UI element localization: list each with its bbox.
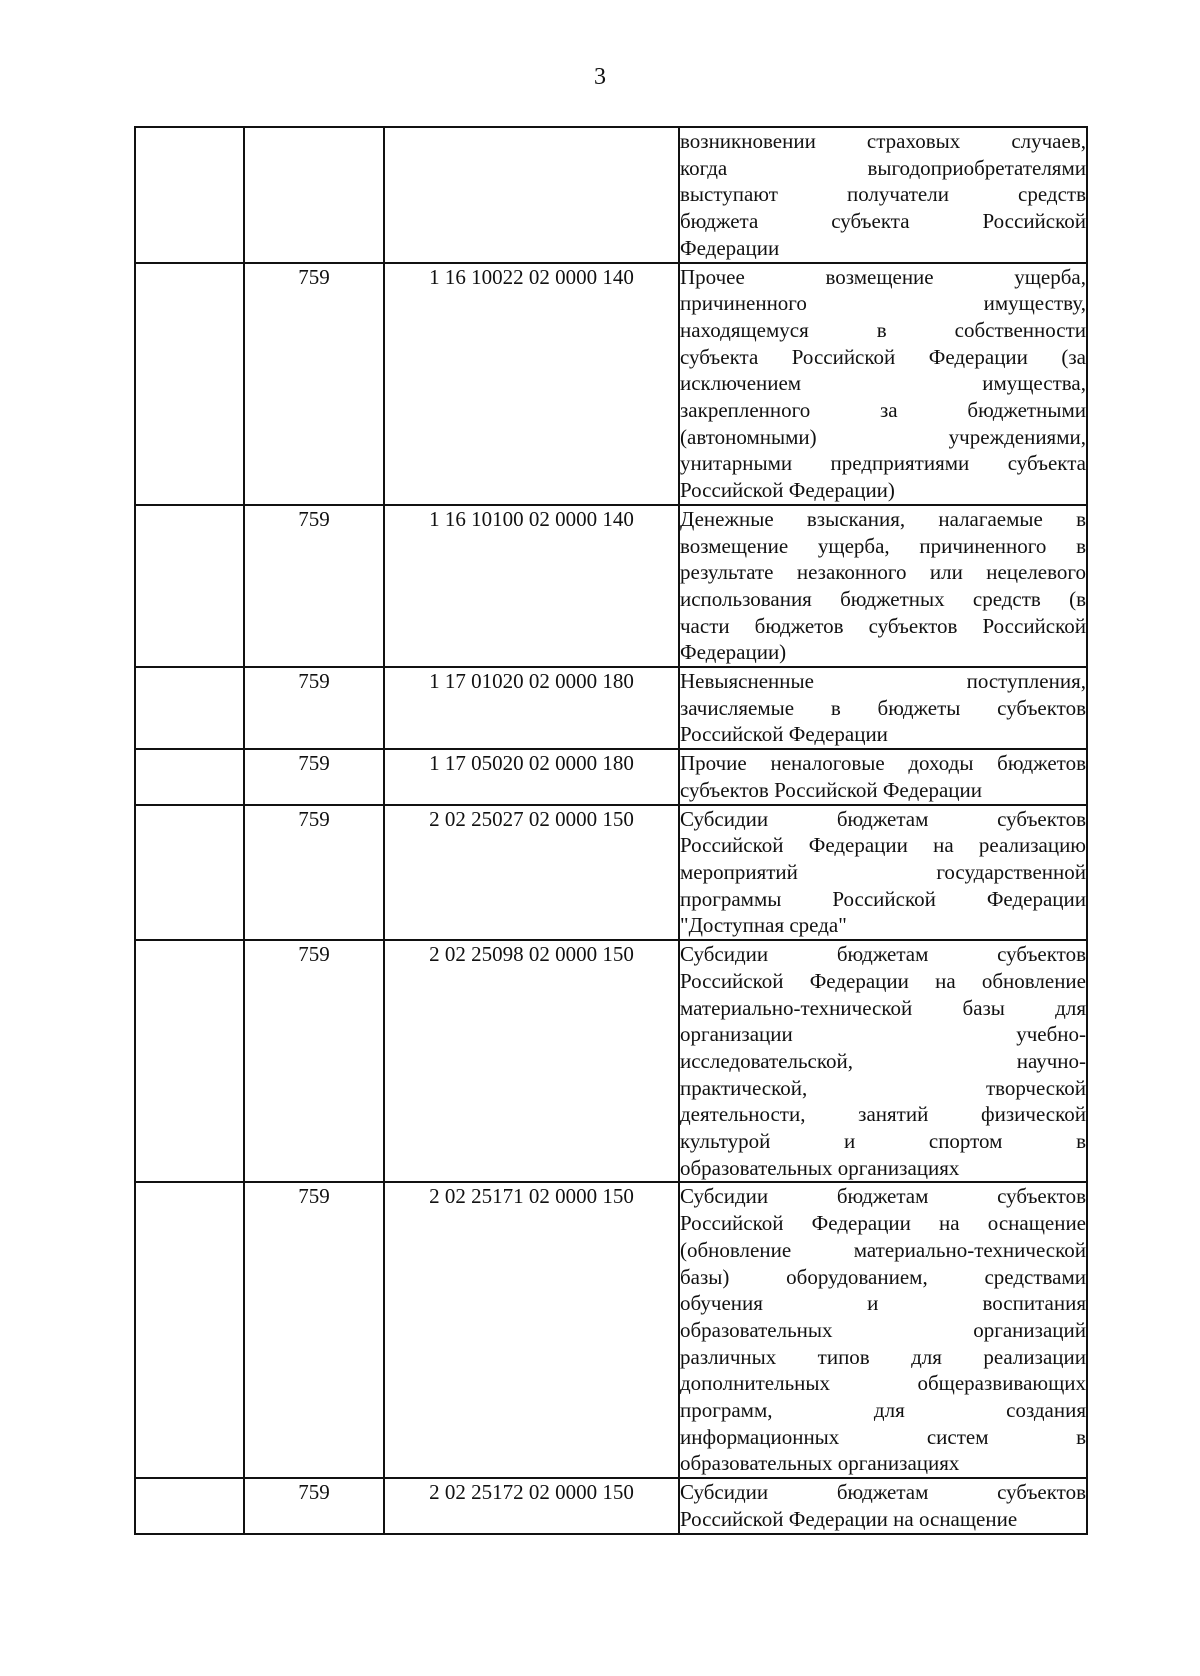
administrator-code-cell: 759: [244, 749, 384, 804]
revenue-name-line: Российской Федерации на оснащение: [680, 1506, 1018, 1531]
table-row: [135, 263, 1087, 505]
revenue-name-line: Российской Федерации на оснащение: [680, 1211, 1086, 1236]
revenue-name-line: Российской Федерации на обновление: [680, 968, 1086, 993]
revenue-name-line: (обновление материально-технической: [680, 1237, 1086, 1262]
revenue-name-line: мероприятий государственной: [680, 859, 1086, 884]
revenue-name-line: выступают получатели средств: [680, 182, 1086, 207]
revenue-name-line: деятельности, занятий физической: [680, 1102, 1086, 1127]
revenue-name-line: бюджета субъекта Российской: [680, 209, 1086, 234]
revenue-name-cell: [679, 749, 1087, 804]
revenue-name-cell: [679, 505, 1087, 667]
revenue-name-line: результате незаконного или нецелевого: [680, 560, 1086, 585]
administrator-code-cell: 759: [244, 940, 384, 1182]
administrator-code-cell: 759: [244, 263, 384, 505]
empty-cell: [135, 805, 244, 941]
administrator-code-cell: 759: [244, 505, 384, 667]
revenue-name-line: использования бюджетных средств (в: [680, 586, 1086, 611]
table-body: [135, 127, 1087, 1534]
empty-cell: [135, 263, 244, 505]
empty-cell: [135, 1478, 244, 1533]
revenue-name-line: Субсидии бюджетам субъектов: [680, 1480, 1086, 1505]
revenue-name-line: Российской Федерации на реализацию: [680, 833, 1086, 858]
table-row: [135, 1478, 1087, 1533]
revenue-name-line: когда выгодоприобретателями: [680, 155, 1086, 180]
administrator-code-cell: [244, 127, 384, 263]
revenue-name-line: части бюджетов субъектов Российской: [680, 613, 1086, 638]
revenue-name-line: Федерации): [680, 640, 787, 665]
revenue-name-line: Денежные взыскания, налагаемые в: [680, 506, 1086, 531]
revenue-name-line: материально-технической базы для: [680, 995, 1086, 1020]
table-row: [135, 1182, 1087, 1478]
classification-code-cell: 2 02 25172 02 0000 150: [384, 1478, 679, 1533]
administrator-code-cell: 759: [244, 1182, 384, 1478]
revenue-name-line: Субсидии бюджетам субъектов: [680, 1184, 1086, 1209]
revenue-name-cell: [679, 263, 1087, 505]
revenue-name-cell: [679, 127, 1087, 263]
revenue-name-line: обучения и воспитания: [680, 1291, 1086, 1316]
revenue-name-line: базы) оборудованием, средствами: [680, 1264, 1086, 1289]
classification-code-cell: 1 17 01020 02 0000 180: [384, 667, 679, 749]
revenue-name-line: Субсидии бюджетам субъектов: [680, 806, 1086, 831]
revenue-name-line: (автономными) учреждениями,: [680, 424, 1086, 449]
revenue-name-line: дополнительных общеразвивающих: [680, 1371, 1086, 1396]
empty-cell: [135, 1182, 244, 1478]
revenue-name-line: культурой и спортом в: [680, 1129, 1086, 1154]
revenue-name-line: программы Российской Федерации: [680, 886, 1086, 911]
revenue-name-line: зачисляемые в бюджеты субъектов: [680, 695, 1086, 720]
classification-code-cell: 1 16 10100 02 0000 140: [384, 505, 679, 667]
revenue-name-line: Невыясненные поступления,: [680, 669, 1086, 694]
revenue-name-line: практической, творческой: [680, 1075, 1086, 1100]
revenue-name-line: возмещение ущерба, причиненного в: [680, 533, 1086, 558]
revenue-name-cell: [679, 940, 1087, 1182]
revenue-name-line: информационных систем в: [680, 1424, 1086, 1449]
table-row: [135, 667, 1087, 749]
revenue-name-line: "Доступная среда": [680, 913, 847, 938]
revenue-name-line: Прочие неналоговые доходы бюджетов: [680, 751, 1086, 776]
table-row: [135, 805, 1087, 941]
empty-cell: [135, 505, 244, 667]
revenue-name-cell: [679, 1478, 1087, 1533]
empty-cell: [135, 749, 244, 804]
revenue-name-line: возникновении страховых случаев,: [680, 129, 1086, 153]
classification-code-cell: 2 02 25098 02 0000 150: [384, 940, 679, 1182]
revenue-name-line: причиненного имуществу,: [680, 291, 1086, 316]
revenue-name-line: субъектов Российской Федерации: [680, 777, 983, 802]
revenue-name-line: образовательных организаций: [680, 1317, 1086, 1342]
empty-cell: [135, 940, 244, 1182]
administrator-code-cell: 759: [244, 805, 384, 941]
classification-code-cell: [384, 127, 679, 263]
revenue-name-line: закрепленного за бюджетными: [680, 398, 1086, 423]
classification-code-cell: 1 17 05020 02 0000 180: [384, 749, 679, 804]
revenue-name-line: Субсидии бюджетам субъектов: [680, 942, 1086, 967]
revenue-classification-table: [134, 126, 1088, 1535]
revenue-name-line: программ, для создания: [680, 1398, 1086, 1423]
revenue-name-line: Прочее возмещение ущерба,: [680, 264, 1086, 289]
classification-code-cell: 1 16 10022 02 0000 140: [384, 263, 679, 505]
revenue-name-line: Российской Федерации: [680, 722, 888, 747]
table-row: [135, 505, 1087, 667]
table-row: [135, 940, 1087, 1182]
revenue-name-line: субъекта Российской Федерации (за: [680, 344, 1086, 369]
empty-cell: [135, 127, 244, 263]
classification-code-cell: 2 02 25171 02 0000 150: [384, 1182, 679, 1478]
table-row: [135, 749, 1087, 804]
revenue-name-line: исследовательской, научно-: [680, 1048, 1086, 1073]
page-number: 3: [594, 64, 606, 90]
table-row: [135, 127, 1087, 263]
revenue-name-line: унитарными предприятиями субъекта: [680, 451, 1086, 476]
revenue-name-cell: [679, 1182, 1087, 1478]
revenue-name-cell: [679, 667, 1087, 749]
revenue-name-line: образовательных организациях: [680, 1451, 960, 1476]
revenue-name-cell: [679, 805, 1087, 941]
revenue-name-line: образовательных организациях: [680, 1155, 960, 1180]
administrator-code-cell: 759: [244, 667, 384, 749]
revenue-name-line: различных типов для реализации: [680, 1344, 1086, 1369]
revenue-name-line: исключением имущества,: [680, 371, 1086, 396]
revenue-name-line: организации учебно-: [680, 1022, 1086, 1047]
revenue-name-line: находящемуся в собственности: [680, 317, 1086, 342]
revenue-name-line: Федерации: [680, 235, 780, 260]
administrator-code-cell: 759: [244, 1478, 384, 1533]
empty-cell: [135, 667, 244, 749]
revenue-name-line: Российской Федерации): [680, 478, 895, 503]
classification-code-cell: 2 02 25027 02 0000 150: [384, 805, 679, 941]
